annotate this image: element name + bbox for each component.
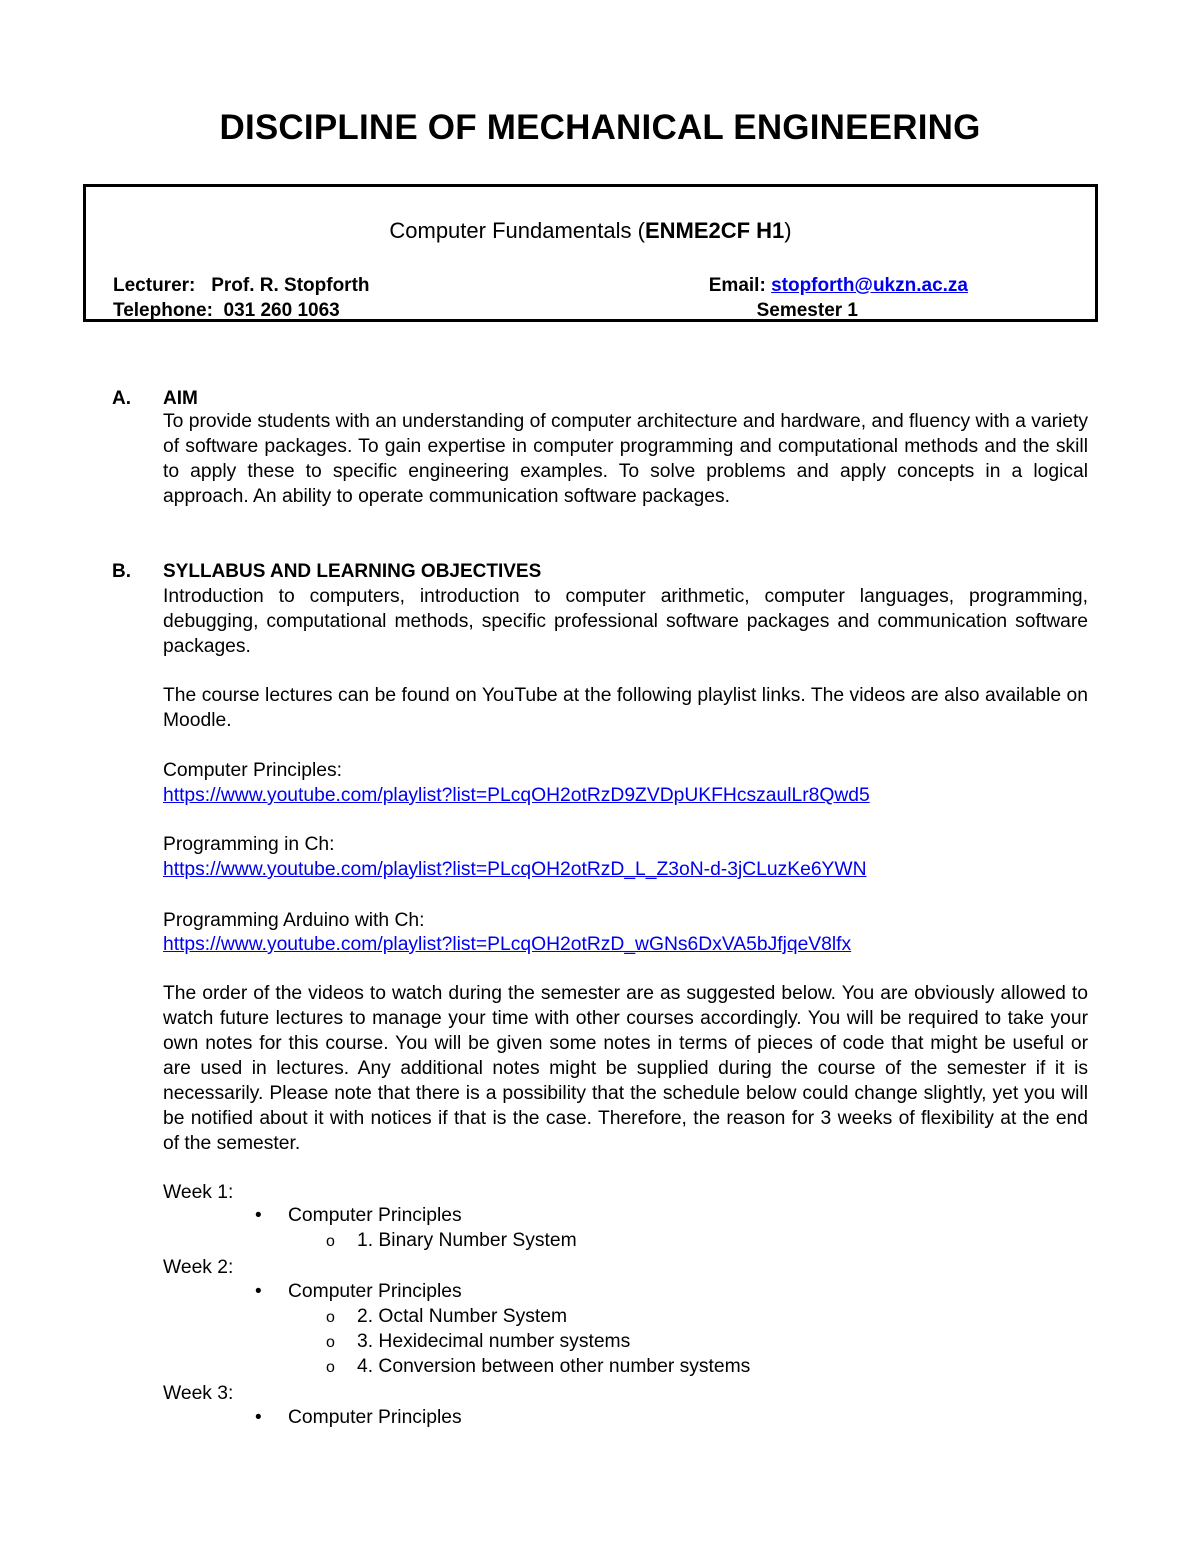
week-item: 1. Binary Number System bbox=[357, 1230, 577, 1251]
semester-label: Semester 1 bbox=[756, 300, 858, 321]
week-item: 3. Hexidecimal number systems bbox=[357, 1331, 631, 1352]
sub-bullet-icon: o bbox=[326, 1334, 335, 1351]
email-label: Email: bbox=[708, 275, 766, 296]
week-item: 4. Conversion between other number systems bbox=[357, 1356, 751, 1377]
page-title: DISCIPLINE OF MECHANICAL ENGINEERING bbox=[219, 108, 981, 147]
section-a-text: To provide students with an understanding of computer architecture and hardware, and fluency with a variety of software packages. To gain expertise in computer programming and computational methods and the skill to apply these to specific engineering examples. To solve problems and apply concepts in a logical approach. An ability to operate communication software packages. bbox=[163, 411, 1088, 507]
section-b-heading: SYLLABUS AND LEARNING OBJECTIVES bbox=[163, 561, 542, 582]
week-label: Week 1: bbox=[163, 1182, 234, 1203]
lecturer-row bbox=[113, 275, 968, 297]
lecturer-name: Prof. R. Stopforth bbox=[211, 275, 370, 296]
telephone-info bbox=[113, 300, 340, 322]
playlist-link[interactable]: https://www.youtube.com/playlist?list=PLcqOH2otRzD9ZVDpUKFHcszaulLr8Qwd5 bbox=[163, 785, 870, 806]
course-name bbox=[86, 218, 1095, 244]
playlist-label: Programming in Ch: bbox=[163, 834, 335, 855]
playlist-label: Computer Principles: bbox=[163, 760, 342, 781]
bullet-icon: • bbox=[255, 1407, 262, 1428]
week-item: 2. Octal Number System bbox=[357, 1306, 568, 1327]
youtube-note: The course lectures can be found on YouTube at the following playlist links. The videos are also available on Moodle. bbox=[163, 685, 1088, 731]
playlist-link[interactable]: https://www.youtube.com/playlist?list=PLcqOH2otRzD_wGNs6DxVA5bJfjqeV8lfx bbox=[163, 934, 852, 955]
lecturer-info bbox=[113, 275, 370, 297]
playlist-link[interactable]: https://www.youtube.com/playlist?list=PLcqOH2otRzD_L_Z3oN-d-3jCLuzKe6YWN bbox=[163, 859, 867, 880]
bullet-icon: • bbox=[255, 1281, 262, 1302]
sub-bullet-icon: o bbox=[326, 1359, 335, 1376]
bullet-icon: • bbox=[255, 1205, 262, 1226]
section-b-intro: Introduction to computers, introduction to computer arithmetic, computer languages, programming, debugging, computational methods, specific professional software packages and communication software packages. bbox=[163, 586, 1088, 657]
telephone-label: Telephone: bbox=[113, 300, 213, 321]
order-note: The order of the videos to watch during the semester are as suggested below. You are obviously allowed to watch future lectures to manage your time with other courses accordingly. You will be required to take your own notes for this course. You will be given some notes in terms of pieces of code that might be useful or are used in lectures. Any additional notes might be supplied during the course of the semester if it is necessarily. Please note that there is a possibility that the schedule below could change slightly, yet you will be notified about it with notices if that is the case. Therefore, the reason for 3 weeks of flexibility at the end of the semester. bbox=[163, 983, 1088, 1154]
section-b-letter: B. bbox=[112, 561, 131, 582]
week-label: Week 3: bbox=[163, 1383, 234, 1404]
telephone-number: 031 260 1063 bbox=[223, 300, 340, 321]
email-info bbox=[709, 275, 968, 297]
course-code: ENME2CF H1 bbox=[644, 218, 785, 243]
week-label: Week 2: bbox=[163, 1257, 234, 1278]
sub-bullet-icon: o bbox=[326, 1309, 335, 1326]
sub-bullet-icon: o bbox=[326, 1233, 335, 1250]
section-a-heading: AIM bbox=[163, 388, 198, 409]
week-topic: Computer Principles bbox=[288, 1281, 462, 1302]
week-topic: Computer Principles bbox=[288, 1407, 462, 1428]
lecturer-label: Lecturer: bbox=[113, 275, 196, 296]
playlist-label: Programming Arduino with Ch: bbox=[163, 910, 425, 931]
course-info-box bbox=[83, 184, 1098, 322]
section-a-letter: A. bbox=[112, 388, 131, 409]
week-topic: Computer Principles bbox=[288, 1205, 462, 1226]
course-name-suffix: ) bbox=[784, 218, 792, 243]
telephone-row bbox=[113, 300, 968, 322]
course-name-prefix: Computer Fundamentals ( bbox=[389, 218, 645, 243]
email-link[interactable]: stopforth@ukzn.ac.za bbox=[771, 275, 968, 296]
